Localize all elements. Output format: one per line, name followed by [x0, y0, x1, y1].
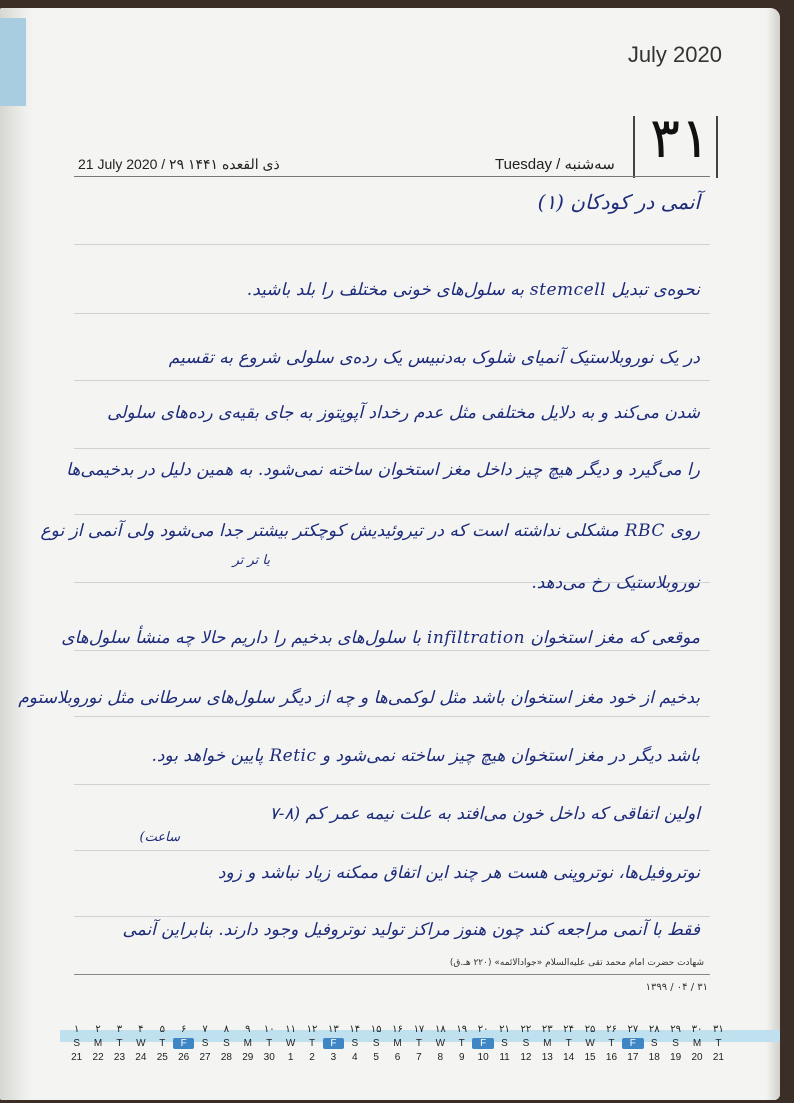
- note-line: روی RBC مشکلی نداشته است که در تیروئیدیش کوچکتر بیشتر جدا می‌شود ولی آنمی از نوع: [40, 521, 700, 541]
- note-line: بدخیم از خود مغز استخوان باشد مثل لوکمی‌ها و چه از دیگر سلول‌های سرطانی مثل نوروبلاستوم: [18, 688, 700, 708]
- calendar-gregorian-day: 22: [92, 1052, 104, 1063]
- calendar-weekday: M: [543, 1038, 552, 1049]
- calendar-gregorian-day: 19: [670, 1052, 682, 1063]
- calendar-persian-day: ۱۷: [413, 1024, 425, 1035]
- calendar-persian-day: ۸: [223, 1024, 230, 1035]
- calendar-persian-day: ۱۴: [349, 1024, 361, 1035]
- ruled-line: [74, 850, 710, 851]
- calendar-persian-day: ۳۱: [713, 1024, 724, 1035]
- page-spine-shadow: [0, 8, 34, 1100]
- calendar-gregorian-day: 26: [178, 1052, 190, 1063]
- calendar-gregorian-day: 7: [416, 1052, 422, 1063]
- persian-date: ۱۳۹۹ / ۰۴ / ۳۱: [645, 982, 708, 993]
- calendar-gregorian-day: 27: [199, 1052, 211, 1063]
- calendar-persian-day: ۶: [180, 1024, 187, 1035]
- day-divider: [716, 116, 718, 178]
- calendar-gregorian-row: [66, 1052, 729, 1063]
- bookmark-ribbon: [0, 18, 26, 106]
- calendar-persian-day: ۱۶: [392, 1024, 403, 1035]
- calendar-gregorian-day: 12: [520, 1052, 532, 1063]
- calendar-weekday: S: [372, 1038, 380, 1049]
- calendar-gregorian-day: 21: [712, 1052, 724, 1063]
- calendar-gregorian-day: 28: [220, 1052, 232, 1063]
- calendar-weekday: T: [266, 1038, 273, 1049]
- date-line: 21 July 2020 / ۲۹ ذی القعده ۱۴۴۱: [78, 156, 280, 172]
- calendar-gregorian-day: 24: [135, 1052, 147, 1063]
- calendar-weekday: M: [692, 1038, 702, 1049]
- month-year-label: July 2020: [627, 42, 722, 67]
- calendar-weekday: F: [622, 1038, 643, 1049]
- calendar-persian-day: ۱: [74, 1024, 80, 1035]
- note-line: نوروبلاستیک رخ می‌دهد.: [531, 573, 700, 593]
- note-line: شدن می‌کند و به دلایل مختلفی مثل عدم رخداد آپوپتوز به جای بقیه‌ی رده‌های سلولی: [107, 403, 700, 423]
- occasion-note: شهادت حضرت امام محمد تقی علیه‌السلام «جوادالائمه» (۲۲۰ هـ.ق): [449, 958, 704, 968]
- calendar-persian-day: ۲۴: [563, 1024, 575, 1035]
- calendar-persian-day: ۱۰: [263, 1024, 275, 1035]
- diary-page: [0, 8, 780, 1100]
- note-line: باشد دیگر در مغز استخوان هیچ چیز ساخته نمی‌شود و Retic پایین خواهد بود.: [151, 746, 700, 766]
- calendar-gregorian-day: 6: [394, 1052, 401, 1063]
- note-line: در یک نوروبلاستیک آنمیای شلوک به‌دنبیس یک رده‌ی سلولی شروع به تقسیم: [168, 348, 700, 368]
- calendar-gregorian-day: 14: [563, 1052, 575, 1063]
- calendar-gregorian-day: 29: [242, 1052, 254, 1063]
- note-line: را می‌گیرد و دیگر هیچ چیز داخل مغز استخوان ساخته نمی‌شود. به همین دلیل در بدخیمی‌ها: [66, 460, 700, 480]
- calendar-persian-row: [66, 1024, 729, 1035]
- calendar-weekday: W: [435, 1038, 446, 1049]
- calendar-gregorian-day: 21: [71, 1052, 83, 1063]
- calendar-persian-day: ۳: [116, 1024, 123, 1035]
- calendar-persian-day: ۱۵: [370, 1024, 382, 1035]
- calendar-gregorian-day: 13: [541, 1052, 553, 1063]
- calendar-weekday: S: [522, 1038, 530, 1049]
- weekday-label: Tuesday / سه‌شنبه: [495, 156, 615, 173]
- calendar-gregorian-day: 15: [584, 1052, 596, 1063]
- calendar-weekday: W: [136, 1038, 146, 1049]
- ruled-line: [74, 784, 710, 785]
- calendar-persian-day: ۲۸: [648, 1024, 660, 1035]
- calendar-weekday: T: [159, 1038, 166, 1049]
- calendar-weekday: S: [223, 1038, 230, 1049]
- calendar-gregorian-day: 16: [605, 1052, 618, 1063]
- day-number: ۳۱: [650, 106, 711, 171]
- calendar-persian-day: ۳۰: [691, 1024, 703, 1035]
- note-title: آنمی در کودکان (۱): [537, 190, 700, 214]
- calendar-persian-day: ۱۸: [434, 1024, 446, 1035]
- calendar-gregorian-day: 8: [437, 1052, 444, 1063]
- calendar-persian-day: ۲۵: [584, 1024, 596, 1035]
- ruled-line: [74, 380, 710, 381]
- footer-rule: [74, 974, 710, 975]
- calendar-gregorian-day: 2: [309, 1052, 315, 1063]
- header-rule: [74, 176, 710, 177]
- calendar-weekday: S: [650, 1038, 658, 1049]
- calendar-persian-day: ۱۹: [456, 1024, 468, 1035]
- calendar-gregorian-day: 9: [458, 1052, 465, 1063]
- calendar-persian-day: ۲۰: [477, 1024, 489, 1035]
- calendar-persian-day: ۱۳: [328, 1024, 339, 1035]
- calendar-weekday: M: [93, 1038, 103, 1049]
- calendar-persian-day: ۲۳: [541, 1024, 553, 1035]
- calendar-weekday: F: [472, 1038, 493, 1049]
- calendar-weekday: S: [73, 1038, 81, 1049]
- calendar-weekday: T: [565, 1038, 572, 1049]
- page-edge: [766, 8, 780, 1100]
- calendar-persian-day: ۱۲: [306, 1024, 318, 1035]
- calendar-gregorian-day: 10: [477, 1052, 489, 1063]
- note-line: نحوه‌ی تبدیل stemcell به سلول‌های خونی مختلف را بلد باشید.: [246, 280, 700, 300]
- calendar-gregorian-day: 20: [691, 1052, 703, 1063]
- note-line: فقط با آنمی مراجعه کند چون هنوز مراکز تولید نوتروفیل وجود دارند. بنابراین آنمی: [122, 920, 700, 940]
- calendar-weekday: T: [715, 1038, 722, 1049]
- ruled-line: [74, 916, 710, 917]
- calendar-persian-day: ۷: [202, 1024, 208, 1035]
- calendar-gregorian-day: 11: [499, 1052, 510, 1063]
- calendar-weekday: T: [608, 1038, 615, 1049]
- calendar-gregorian-day: 4: [351, 1052, 358, 1063]
- calendar-persian-day: ۹: [245, 1024, 251, 1035]
- calendar-weekday: F: [323, 1038, 344, 1049]
- note-line: ساعت): [139, 830, 180, 845]
- calendar-weekday: W: [585, 1038, 595, 1049]
- calendar-weekday: S: [672, 1038, 679, 1049]
- calendar-persian-day: ۲۷: [627, 1024, 639, 1035]
- calendar-weekday: T: [458, 1038, 465, 1049]
- ruled-line: [74, 313, 710, 314]
- calendar-persian-day: ۲: [95, 1024, 101, 1035]
- ruled-line: [74, 244, 710, 245]
- note-line: اولین اتفاقی که داخل خون می‌افتد به علت نیمه عمر کم (۸-۷: [269, 804, 700, 824]
- note-line: موقعی که مغز استخوان infiltration با سلول‌های بدخیم را داریم حالا چه منشأ سلول‌های: [61, 628, 700, 648]
- calendar-persian-day: ۱۱: [285, 1024, 296, 1035]
- calendar-gregorian-day: 3: [330, 1052, 337, 1063]
- calendar-gregorian-day: 17: [627, 1052, 639, 1063]
- calendar-weekday: M: [393, 1038, 402, 1049]
- calendar-weekday: S: [501, 1038, 508, 1049]
- calendar-persian-day: ۲۲: [520, 1024, 532, 1035]
- calendar-persian-day: ۲۶: [606, 1024, 617, 1035]
- calendar-weekday: T: [308, 1038, 316, 1049]
- calendar-weekday: S: [201, 1038, 209, 1049]
- calendar-persian-day: ۴: [138, 1024, 144, 1035]
- note-line: یا تر تر: [232, 553, 270, 568]
- calendar-weekday: F: [173, 1038, 194, 1049]
- calendar-gregorian-day: 23: [113, 1052, 126, 1063]
- calendar-weekday: M: [243, 1038, 252, 1049]
- calendar-weekday: T: [415, 1038, 422, 1049]
- calendar-gregorian-day: 5: [373, 1052, 379, 1063]
- calendar-weekday-row: [66, 1038, 729, 1049]
- ruled-line: [74, 448, 710, 449]
- ruled-line: [74, 716, 710, 717]
- calendar-gregorian-day: 25: [156, 1052, 168, 1063]
- day-divider: [633, 116, 635, 178]
- calendar-persian-day: ۲۱: [499, 1024, 510, 1035]
- calendar-weekday: S: [351, 1038, 359, 1049]
- calendar-persian-day: ۲۹: [670, 1024, 681, 1035]
- calendar-weekday: W: [285, 1038, 296, 1049]
- calendar-persian-day: ۵: [159, 1024, 165, 1035]
- calendar-weekday: T: [116, 1038, 123, 1049]
- calendar-gregorian-day: 1: [287, 1052, 294, 1063]
- note-line: نوتروفیل‌ها، نوتروپنی هست هر چند این اتفاق ممکنه زیاد نباشد و زود: [217, 863, 700, 883]
- calendar-gregorian-day: 30: [263, 1052, 275, 1063]
- ruled-line: [74, 514, 710, 515]
- ruled-line: [74, 650, 710, 651]
- calendar-gregorian-day: 18: [648, 1052, 660, 1063]
